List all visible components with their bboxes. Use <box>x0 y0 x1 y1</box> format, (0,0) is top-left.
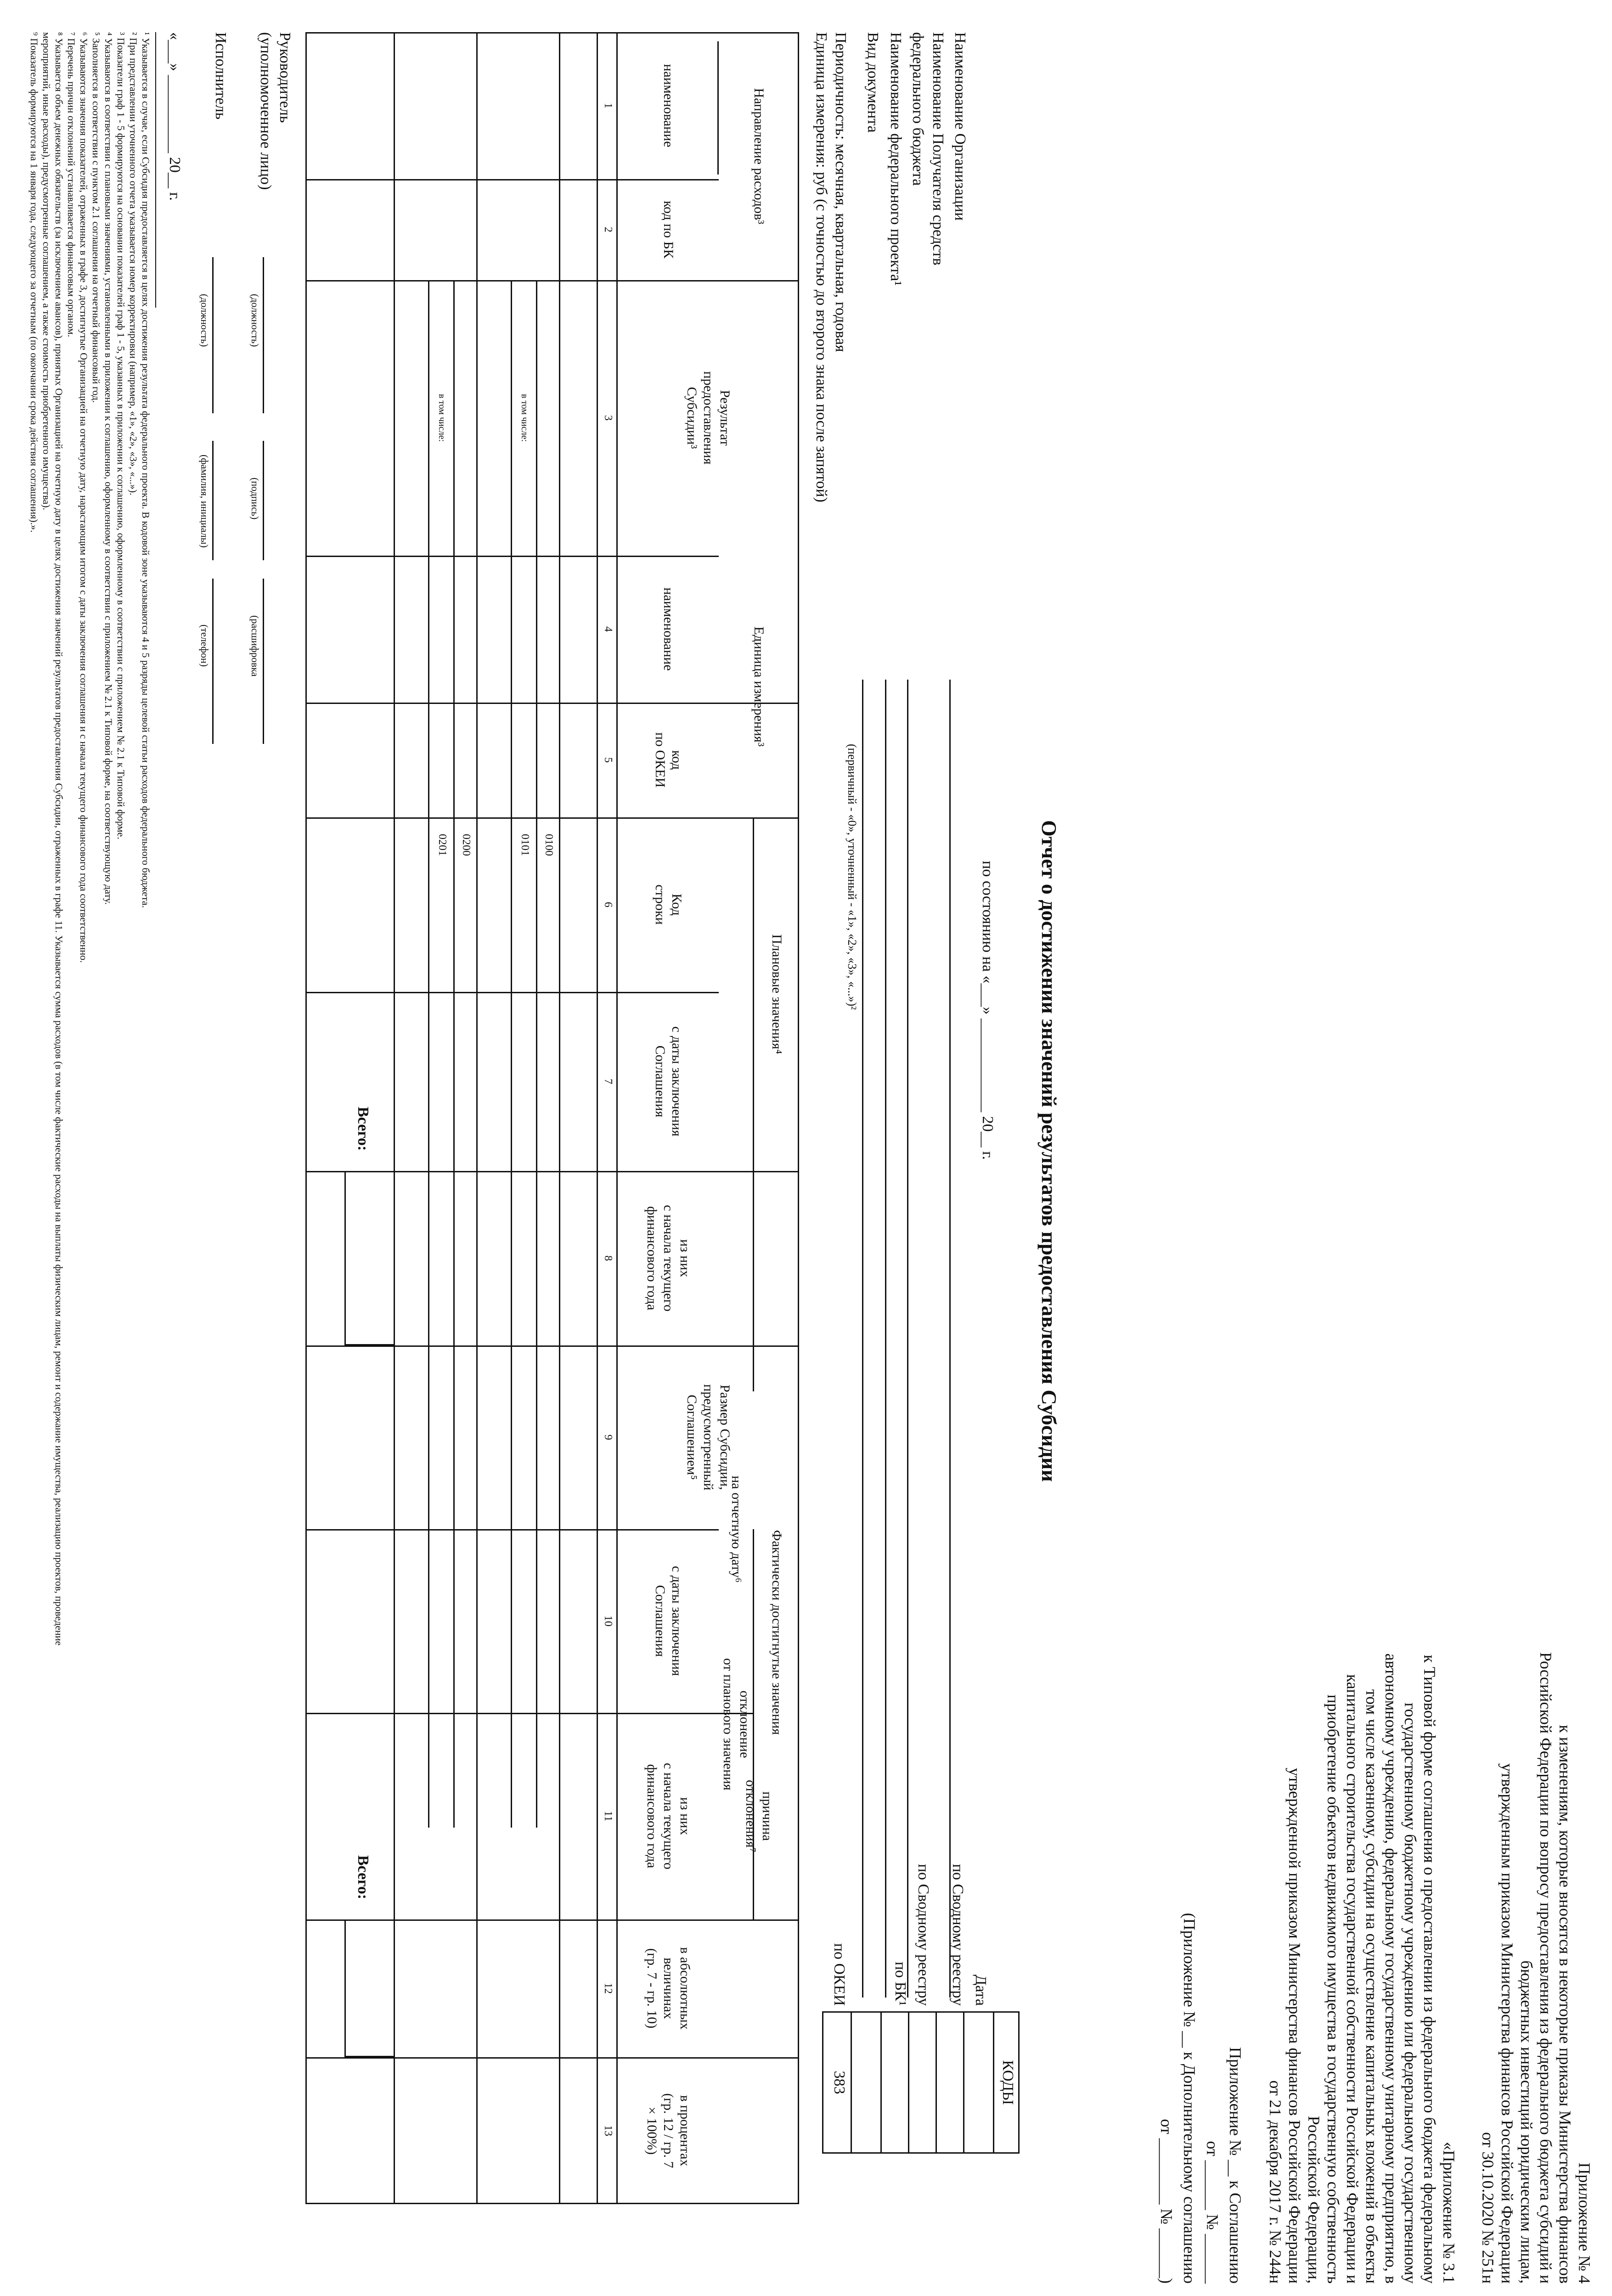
col-number: 2 <box>602 227 614 232</box>
col-number: 7 <box>602 1079 614 1084</box>
annex-4-line: к изменениям, которые вносятся в некоторые приказы Министерства финансов <box>1556 1725 1574 2284</box>
col-header-5: код по ОКЕИ <box>653 732 684 788</box>
header-deviation: отклонение от планового значения <box>721 1658 753 1790</box>
col-number: 11 <box>602 1811 614 1822</box>
annex-3-1-line: к Типовой форме соглашения о предоставлении из федерального бюджета федеральному <box>1420 1654 1439 2284</box>
caption-position: (должность) <box>199 294 210 347</box>
col-number: 6 <box>602 902 614 907</box>
col-header-2: код по БК <box>661 201 676 259</box>
col-number: 8 <box>602 1255 614 1261</box>
footnote: ² При представлении уточненного отчета указывается номер корректировки (например, «1», «2», «3», «...»). <box>128 32 139 495</box>
col-header-4: наименование <box>661 587 676 671</box>
signature-date: «___» __________ 20__ г. <box>166 32 183 201</box>
footnote: ⁴ Указываются в соответствии с плановыми значениями, установленными в приложении к соглашению, оформленному в соответствии с приложением № 2.1 к Типовой форме, на соответствующую дату. <box>103 32 114 905</box>
row-note: в том числе: <box>437 394 447 442</box>
row-code: 0200 <box>460 834 473 856</box>
col-number: 13 <box>602 2125 614 2136</box>
col-header-12: в абсолютных величинах (гр. 7 - гр. 10) <box>644 1947 693 2030</box>
col-header-9: Размер Субсидии, предусмотренный Соглашением⁵ <box>684 1384 733 1491</box>
annex-3-1-line: приобретение объектов недвижимого имущества в государственную собственность <box>1324 1694 1342 2284</box>
field-recipient-cont: федерального бюджета <box>909 32 926 186</box>
header-on-date: на отчетную дату⁶ <box>729 1475 744 1583</box>
agreement-ref-line: Приложение № __ к Соглашению <box>1226 2047 1245 2284</box>
caption-phone: (телефон) <box>199 625 210 667</box>
total-cell-obligations <box>344 1919 395 2057</box>
field-recipient: Наименование Получателя средств <box>930 32 947 265</box>
field-doc-type: Вид документа <box>864 32 881 133</box>
col-header-1: наименование <box>661 64 676 147</box>
report-title: Отчет о достижении значений результатов предоставления Субсидии <box>1037 820 1061 1482</box>
footnote: ⁸ Указывается объем денежных обязательств (за исключением авансов), принятых Организацией на отчетную дату в целях достижения значений результатов предоставления Субсидии, отраженных в графе 11. Указывается сумма расходов (в том числе фактические расходы на выплаты физическим лицам, ремонт и содержание имущества, реализацию проектов, проведение <box>53 32 65 1646</box>
code-label-registry-2: по Сводному реестру <box>915 1863 932 2006</box>
col-header-11: из них с начала текущего финансового года <box>644 1763 693 1869</box>
annex-3-1-line: том числе казенному, субсидии на осуществление капитальных вложений в объекты <box>1363 1689 1381 2284</box>
header-unit: Единица измерения³ <box>751 626 767 747</box>
footnote: ⁷ Перечень причин отклонений устанавливается финансовым органом. <box>66 32 77 338</box>
annex-3-1-line: автономному учреждению, федеральному государственному унитарному предприятию, в <box>1382 1653 1400 2284</box>
signature-executor: Исполнитель <box>212 32 229 120</box>
caption-name: (фамилия, инициалы) <box>199 455 210 548</box>
caption-position: (должность) <box>249 294 261 347</box>
caption-signature: (подпись) <box>249 478 261 520</box>
col-number: 4 <box>602 626 614 632</box>
header-direction: Направление расходов³ <box>751 88 767 225</box>
col-number: 10 <box>602 1615 614 1626</box>
footnote: ³ Показатели граф 1 - 5 формируются на основании показателей граф 1 - 5, указанных в приложении к соглашению, оформленному в соответствии с приложением № 2.1 к Типовой форме. <box>115 32 127 839</box>
field-periodicity: Периодичность: месячная, квартальная, годовая <box>832 32 849 352</box>
row-code: 0201 <box>436 834 448 856</box>
footnote: ⁵ Заполняется в соответствии с пунктом 2.1 соглашения на отчетный финансовый год. <box>90 32 102 403</box>
annex-4-line: Российской Федерации по вопросу предоставления из федерального бюджета субсидий и <box>1537 1652 1555 2284</box>
annex-3-1-line: Российской Федерации, <box>1305 2116 1323 2284</box>
col-header-8: из них с начала текущего финансового года <box>644 1205 693 1311</box>
annex-4-line: утвержденным приказом Министерства финансов Российской Федерации <box>1498 1763 1516 2284</box>
footnote: мероприятий, иные расходы), предусмотренные соглашением, а также стоимость приобретенного имущества). <box>41 32 52 511</box>
code-label-bk: по БК¹ <box>892 1961 909 2006</box>
col-header-6: Код строки <box>653 884 684 925</box>
row-note: в том числе: <box>519 394 530 442</box>
annex-3-1-line: капитального строительства государственной собственности Российской Федерации и <box>1343 1674 1362 2284</box>
code-label-registry: по Сводному реестру <box>949 1863 966 2006</box>
agreement-ref-line: от ______ № ______ <box>1203 2141 1222 2284</box>
col-header-3: Результат предоставления Субсидии³ <box>684 371 733 465</box>
header-reason: причина отклонения⁷ <box>743 1780 775 1852</box>
header-fact: Фактически достигнутые значения <box>769 1530 784 1735</box>
code-label-date: Дата <box>972 1975 989 2006</box>
header-plan: Плановые значения⁴ <box>769 934 784 1054</box>
annex-4-line: Приложение № 4 <box>1575 2162 1594 2284</box>
footnote: ⁶ Указываются значения показателей, отраженных в графе 3, достигнутые Организацией на отчетную дату, нарастающим итогом с даты заключения соглашения и с начала текущего финансового года соответственно. <box>78 32 90 963</box>
col-number: 5 <box>602 757 614 763</box>
col-header-10: с даты заключения Соглашения <box>653 1566 684 1676</box>
col-number: 1 <box>602 103 614 108</box>
field-unit: Единица измерения: руб (с точностью до второго знака после запятой) <box>813 32 830 502</box>
field-federal-project: Наименование федерального проекта¹ <box>887 32 904 286</box>
field-organization: Наименование Организации <box>952 32 969 221</box>
as-of-date: по состоянию на «___» ____________ 20__ г. <box>979 861 996 1160</box>
signature-head-sub: (уполномоченное лицо) <box>257 32 274 190</box>
col-number: 12 <box>602 1983 614 1994</box>
row-code: 0101 <box>519 834 531 856</box>
annex-4-line: от 30.10.2020 № 251н <box>1479 2132 1497 2284</box>
total-cell-plan <box>344 1171 395 1345</box>
annex-3-1-line: «Приложение № 3.1 <box>1440 2142 1458 2284</box>
footnote: ¹ Указывается в случае, если Субсидия предоставляется в целях достижения результата федерального проекта. В кодовой зоне указываются 4 и 5 разряды целевой статьи расходов федерального бюджета. <box>140 32 152 908</box>
annex-3-1-line: государственному бюджетному учреждению или федеральному государственному <box>1401 1702 1420 2284</box>
row-code: 0100 <box>543 834 555 856</box>
footnote: ⁹ Показатель формируются на 1 января года, следующего за отчетным (по окончании срока действия соглашения).». <box>28 32 40 533</box>
annex-3-1-line: от 21 декабря 2017 г. № 244н <box>1266 2080 1285 2284</box>
okei-value: 383 <box>831 2071 848 2094</box>
col-header-7: с даты заключения Соглашения <box>653 1026 684 1137</box>
doc-type-hint: (первичный - «0», уточненный - «1», «2», «3», «...»)² <box>845 744 859 1010</box>
annex-3-1-line: утвержденной приказом Министерства финансов Российской Федерации <box>1285 1767 1304 2284</box>
agreement-ref-line: от ________ № ______) <box>1157 2119 1176 2284</box>
codes-header: КОДЫ <box>999 2060 1016 2105</box>
total-label-obligations: Всего: <box>355 1855 372 1900</box>
total-label-plan: Всего: <box>355 1107 372 1151</box>
signature-head: Руководитель <box>276 32 293 123</box>
col-number: 3 <box>602 415 614 421</box>
annex-4-line: бюджетных инвестиций юридическим лицам, <box>1517 1960 1536 2284</box>
agreement-ref-line: (Приложение № __ к Дополнительному соглашению <box>1180 1913 1199 2284</box>
code-label-okei: по ОКЕИ <box>831 1943 848 2006</box>
caption-decoding: (расшифровка <box>249 615 261 677</box>
col-header-13: в процентах (гр. 12 / гр. 7 × 100%) <box>644 2093 693 2168</box>
col-number: 9 <box>602 1435 614 1440</box>
